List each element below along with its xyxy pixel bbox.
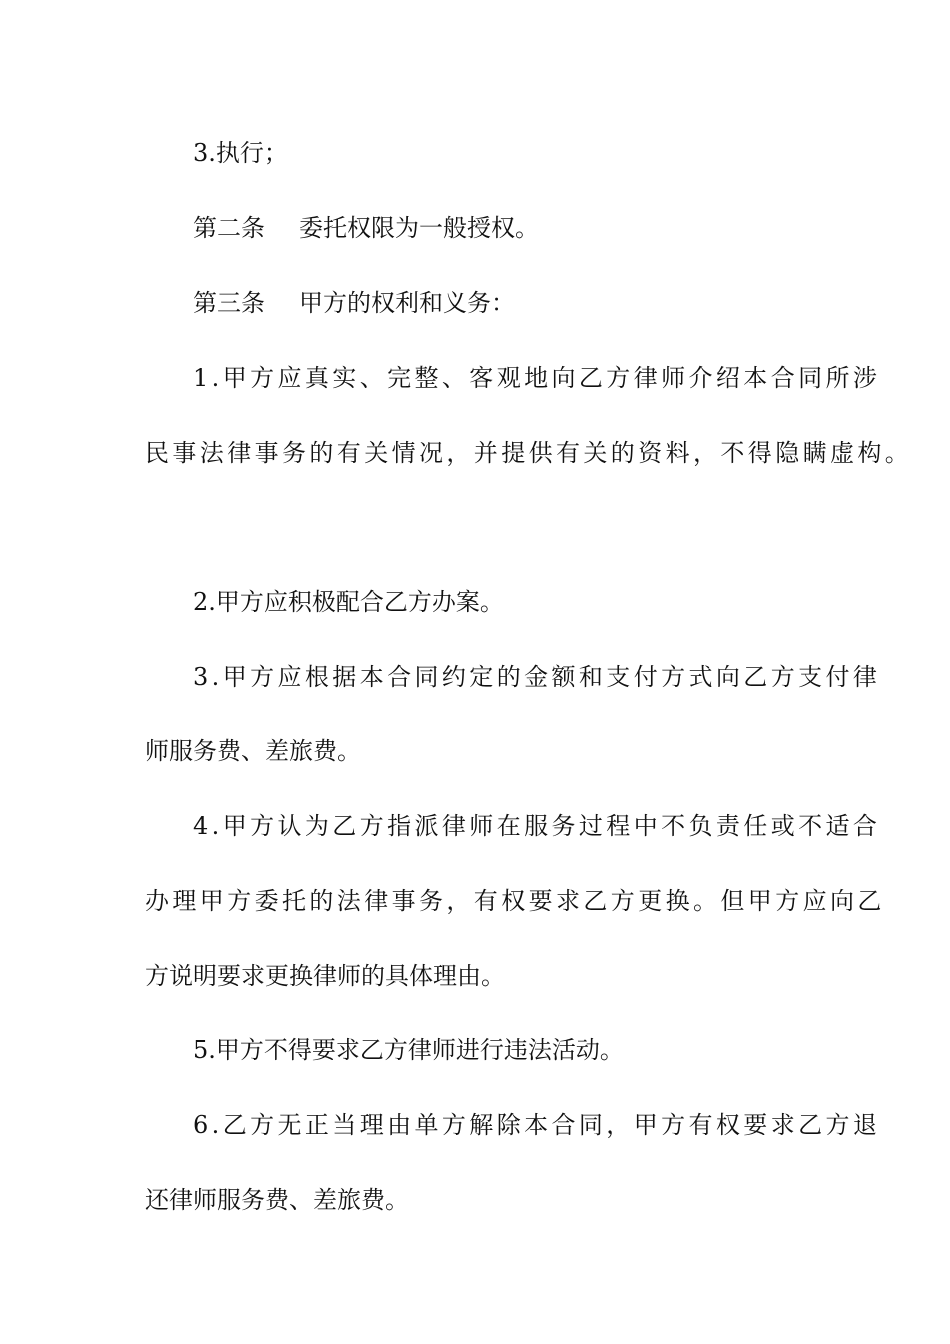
paragraph-4-line-1: 4.甲方认为乙方指派律师在服务过程中不负责任或不适合	[193, 812, 881, 840]
paragraph-5-line-1: 5.甲方不得要求乙方律师进行违法活动。	[193, 1036, 624, 1064]
article-2-number: 第二条	[193, 214, 265, 242]
paragraph-1-line-2: 民事法律事务的有关情况，并提供有关的资料，不得隐瞒虚构。	[145, 439, 913, 467]
article-3-line	[193, 287, 815, 319]
paragraph-3-line-2: 师服务费、差旅费。	[145, 737, 361, 765]
paragraph-4-line-2: 办理甲方委托的法律事务，有权要求乙方更换。但甲方应向乙	[145, 887, 885, 915]
paragraph-3-line-1: 3.甲方应根据本合同约定的金额和支付方式向乙方支付律	[193, 663, 881, 691]
article-2-line	[193, 212, 815, 244]
article-2-text: 委托权限为一般授权。	[299, 214, 539, 242]
paragraph-1-line-1: 1.甲方应真实、完整、客观地向乙方律师介绍本合同所涉	[193, 364, 881, 392]
item-3-execute: 3.执行；	[193, 139, 288, 167]
article-3-text: 甲方的权利和义务：	[299, 289, 515, 317]
paragraph-4-line-3: 方说明要求更换律师的具体理由。	[145, 962, 505, 990]
paragraph-6-line-2: 还律师服务费、差旅费。	[145, 1186, 409, 1214]
paragraph-2-line-1: 2.甲方应积极配合乙方办案。	[193, 588, 504, 616]
article-3-number: 第三条	[193, 289, 265, 317]
paragraph-6-line-1: 6.乙方无正当理由单方解除本合同，甲方有权要求乙方退	[193, 1111, 881, 1139]
